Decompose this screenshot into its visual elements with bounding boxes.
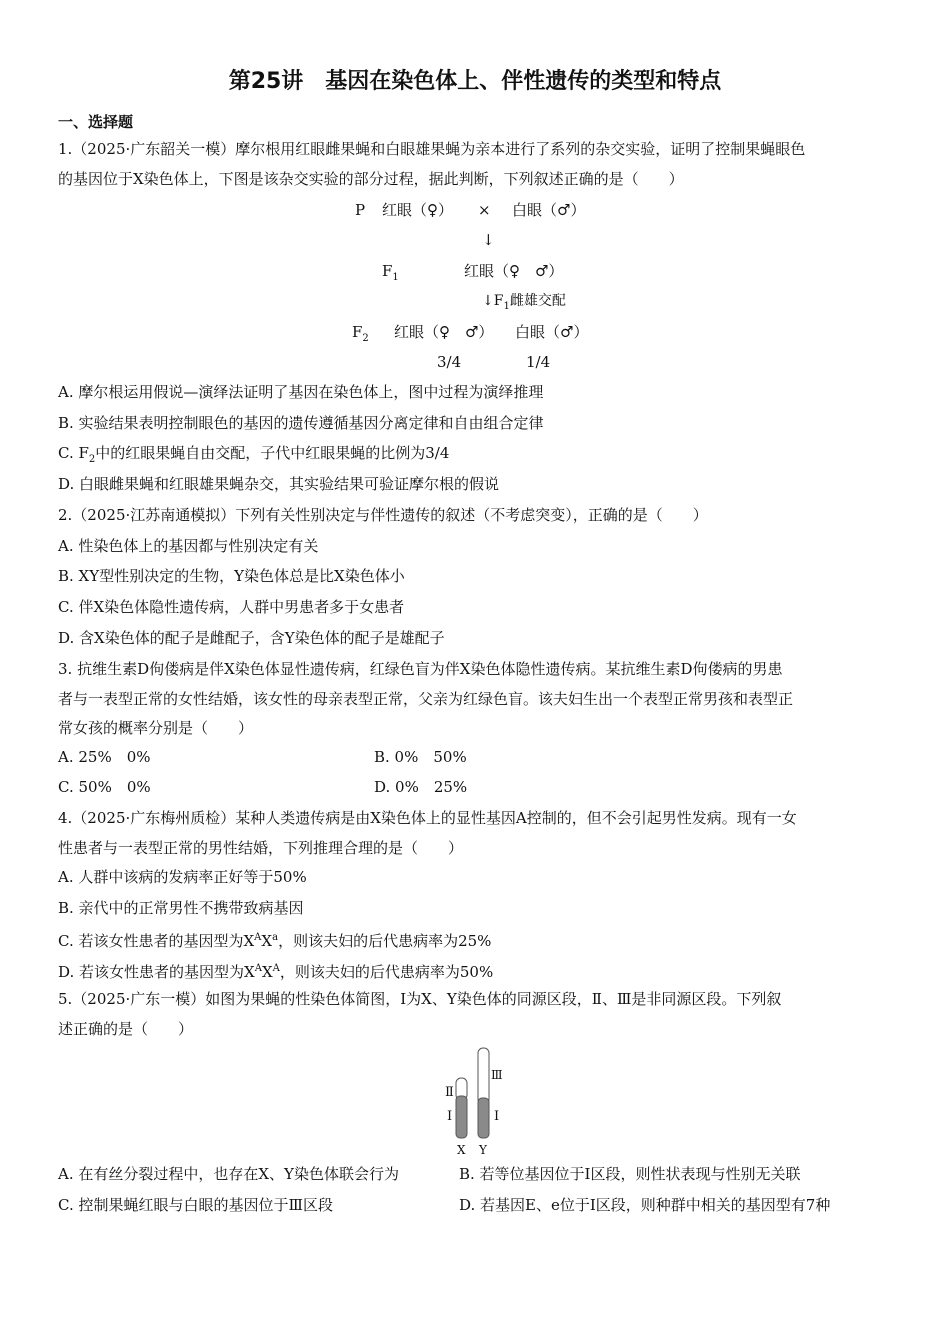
question-1-line-2: 的基因位于X染色体上，下图是该杂交实验的部分过程，据此判断，下列叙述正确的是（ ） — [58, 170, 684, 188]
question-2-option-a: A. 性染色体上的基因都与性别决定有关 — [58, 537, 319, 555]
question-1-option-d: D. 白眼雌果蝇和红眼雄果蝇杂交，其实验结果可验证摩尔根的假说 — [58, 475, 500, 493]
question-5-line-1: 5.（2025·广东一模）如图为果蝇的性染色体简图，Ⅰ为X、Y染色体的同源区段，Ⅱ、Ⅲ是非同源区段。下列叙 — [58, 990, 782, 1008]
label-y-chromosome: Y — [479, 1143, 487, 1157]
cross-f1-label: $F_1$ — [382, 262, 399, 283]
question-5-option-b: B. 若等位基因位于Ⅰ区段，则性状表现与性别无关联 — [459, 1165, 801, 1183]
question-3-option-d: D. 0% 25% — [374, 778, 468, 796]
question-4-line-1: 4.（2025·广东梅州质检）某种人类遗传病是由X染色体上的显性基因A控制的，但不会引起男性发病。现有一女 — [58, 809, 797, 827]
label-region-I-right: Ⅰ — [494, 1109, 500, 1124]
question-3-line-1: 3. 抗维生素D佝偻病是伴X染色体显性遗传病，红绿色盲为伴X染色体隐性遗传病。某抗维生素D佝偻病的男患 — [58, 660, 783, 678]
question-2-stem: 2.（2025·江苏南通模拟）下列有关性别决定与伴性遗传的叙述（不考虑突变），正确的是（ ） — [58, 506, 708, 524]
question-1-option-a: A. 摩尔根运用假说—演绎法证明了基因在染色体上，图中过程为演绎推理 — [58, 383, 544, 401]
question-3-option-a: A. 25% 0% — [58, 748, 151, 766]
x-chromosome-region-I — [456, 1096, 467, 1138]
question-5-option-c: C. 控制果蝇红眼与白眼的基因位于Ⅲ区段 — [58, 1196, 333, 1214]
question-3-line-2: 者与一表型正常的女性结婚，该女性的母亲表型正常，父亲为红绿色盲。该夫妇生出一个表型正常男孩和表型正 — [58, 690, 794, 708]
cross-ratio-red: 3/4 — [437, 353, 462, 371]
question-1-option-b: B. 实验结果表明控制眼色的基因的遗传遵循基因分离定律和自由组合定律 — [58, 414, 544, 432]
question-2-option-b: B. XY型性别决定的生物，Y染色体总是比X染色体小 — [58, 567, 405, 585]
y-chromosome-region-III — [478, 1048, 489, 1104]
question-5-option-a: A. 在有丝分裂过程中，也存在X、Y染色体联会行为 — [58, 1165, 399, 1183]
section-heading: 一、选择题 — [58, 113, 134, 131]
cross-f2-label: $F_2$ — [352, 323, 369, 344]
question-4-option-c: C. 若该女性患者的基因型为$X^AX^a$，则该夫妇的后代患病率为25% — [58, 932, 492, 950]
question-5-option-d: D. 若基因E、e位于Ⅰ区段，则种群中相关的基因型有7种 — [459, 1196, 831, 1214]
question-3-line-3: 常女孩的概率分别是（ ） — [58, 719, 254, 737]
cross-times-symbol: × — [478, 201, 491, 219]
question-1-line-1: 1.（2025·广东韶关一模）摩尔根用红眼雌果蝇和白眼雄果蝇为亲本进行了系列的杂交实验，证明了控制果蝇眼色 — [58, 140, 806, 158]
sex-chromosome-diagram — [440, 1044, 510, 1158]
label-region-III: Ⅲ — [491, 1068, 503, 1082]
cross-ratio-white: 1/4 — [526, 353, 551, 371]
label-region-II: Ⅱ — [445, 1085, 454, 1100]
question-3-option-b: B. 0% 50% — [374, 748, 467, 766]
question-4-option-b: B. 亲代中的正常男性不携带致病基因 — [58, 899, 304, 917]
question-5-line-2: 述正确的是（ ） — [58, 1020, 194, 1038]
cross-p-female: 红眼（♀） — [382, 201, 453, 219]
cross-f2-red: 红眼（♀ ♂） — [394, 323, 494, 341]
question-3-option-c: C. 50% 0% — [58, 778, 151, 796]
question-4-line-2: 性患者与一表型正常的男性结婚，下列推理合理的是（ ） — [58, 839, 464, 857]
page-title: 第25讲 基因在染色体上、伴性遗传的类型和特点 — [228, 69, 722, 94]
question-2-option-c: C. 伴X染色体隐性遗传病，人群中男患者多于女患者 — [58, 598, 405, 616]
question-1-option-c: C. $F_2$中的红眼果蝇自由交配，子代中红眼果蝇的比例为3/4 — [58, 444, 450, 465]
question-2-option-d: D. 含X染色体的配子是雌配子，含Y染色体的配子是雄配子 — [58, 629, 445, 647]
question-4-option-d: D. 若该女性患者的基因型为$X^AX^A$，则该夫妇的后代患病率为50% — [58, 963, 494, 981]
cross-f1-phenotype: 红眼（♀ ♂） — [464, 262, 564, 280]
label-region-I-left: Ⅰ — [447, 1109, 453, 1124]
question-4-option-a: A. 人群中该病的发病率正好等于50% — [58, 868, 307, 886]
cross-p-male: 白眼（♂） — [512, 201, 586, 219]
cross-f2-white: 白眼（♂） — [515, 323, 589, 341]
cross-p-label: P — [355, 201, 366, 219]
label-x-chromosome: X — [457, 1143, 466, 1157]
cross-arrow-1: ↓ — [482, 231, 495, 249]
cross-arrow-2: $↓F_1$雌雄交配 — [482, 293, 566, 312]
y-chromosome-region-I — [478, 1098, 489, 1138]
